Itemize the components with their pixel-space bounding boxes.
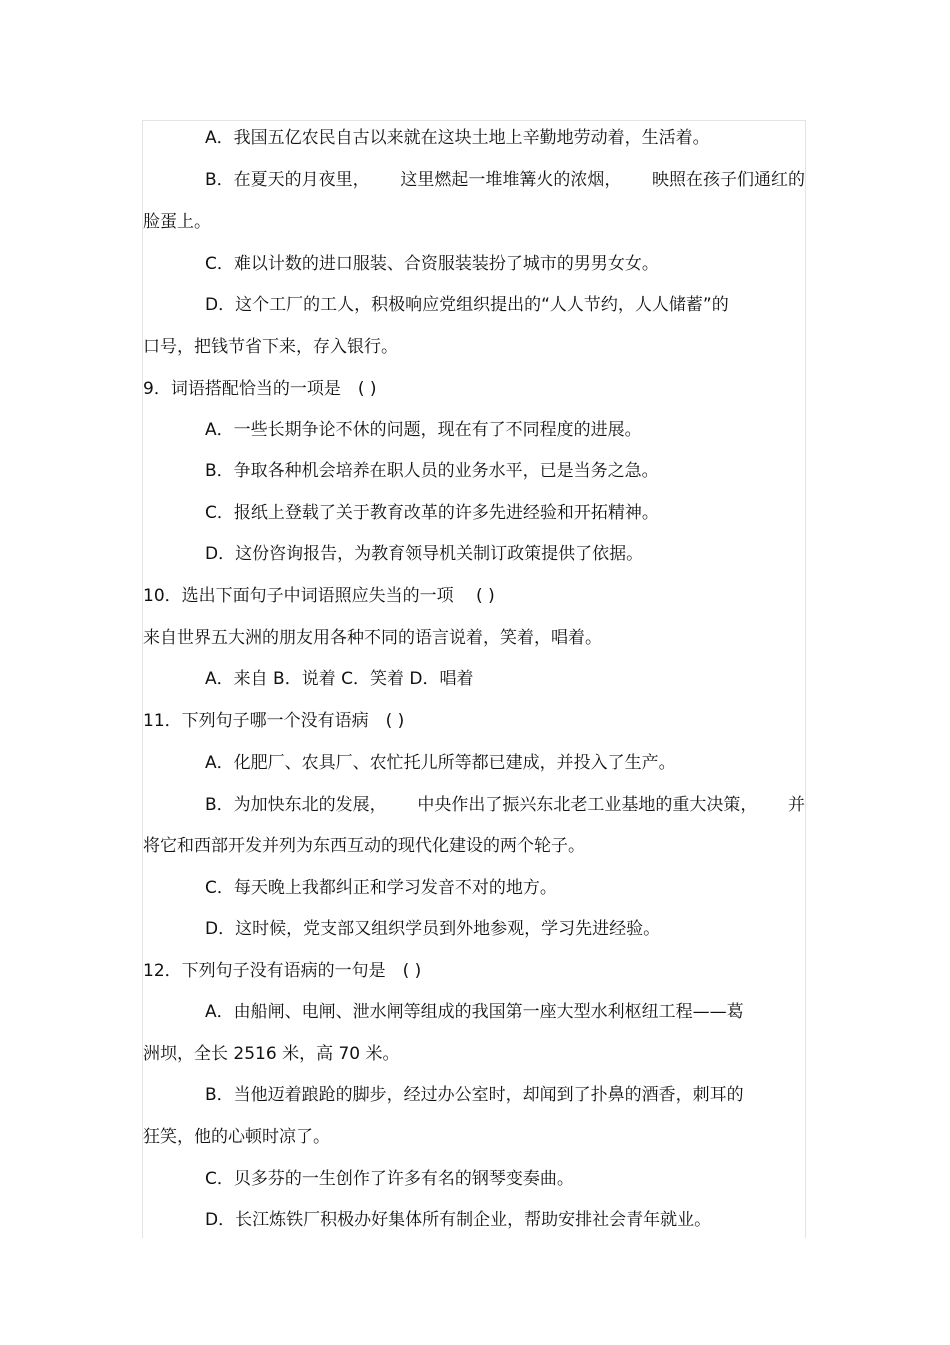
q11-option-b-part-1: B．为加快东北的发展， — [205, 795, 387, 815]
q11-option-b-cont: 将它和西部开发并列为东西互动的现代化建设的两个轮子。 — [143, 836, 585, 856]
q9-option-b: B．争取各种机会培养在职人员的业务水平，已是当务之急。 — [205, 461, 659, 481]
q11-option-b — [205, 793, 805, 817]
q8-option-b-cont: 脸蛋上。 — [143, 212, 211, 232]
q12-option-b-cont: 狂笑，他的心顿时凉了。 — [143, 1127, 330, 1147]
q8-option-d-cont: 口号，把钱节省下来，存入银行。 — [143, 337, 398, 357]
q11-option-b-part-3: 并 — [787, 795, 805, 815]
q9-option-c: C．报纸上登载了关于教育改革的许多先进经验和开拓精神。 — [205, 503, 659, 523]
q8-option-d: D．这个工厂的工人，积极响应党组织提出的“人人节约，人人储蓄”的 — [205, 295, 729, 315]
q8-option-b — [205, 168, 805, 192]
q12-question: 12．下列句子没有语病的一句是 ( ) — [143, 961, 422, 981]
q12-option-a: A．由船闸、电闸、泄水闸等组成的我国第一座大型水利枢纽工程——葛 — [205, 1002, 744, 1022]
q11-option-a: A．化肥厂、农具厂、农忙托儿所等都已建成，并投入了生产。 — [205, 753, 676, 773]
q12-option-d: D．长江炼铁厂积极办好集体所有制企业，帮助安排社会青年就业。 — [205, 1210, 712, 1230]
q12-option-c: C．贝多芬的一生创作了许多有名的钢琴变奏曲。 — [205, 1169, 574, 1189]
q8-option-c: C．难以计数的进口服装、合资服装装扮了城市的男男女女。 — [205, 254, 659, 274]
q8-option-a: A．我国五亿农民自古以来就在这块土地上辛勤地劳动着，生活着。 — [205, 128, 710, 148]
q9-option-a: A．一些长期争论不休的问题，现在有了不同程度的进展。 — [205, 420, 642, 440]
q12-option-b: B．当他迈着踉跄的脚步，经过办公室时，却闻到了扑鼻的酒香，刺耳的 — [205, 1085, 744, 1105]
q9-question: 9．词语搭配恰当的一项是 ( ) — [143, 379, 377, 399]
q11-option-c: C．每天晚上我都纠正和学习发音不对的地方。 — [205, 878, 557, 898]
q8-option-b-part-3: 映照在孩子们通红的 — [651, 170, 805, 190]
q11-option-d: D．这时候，党支部又组织学员到外地参观，学习先进经验。 — [205, 919, 661, 939]
q12-option-a-cont: 洲坝，全长 2516 米，高 70 米。 — [143, 1044, 400, 1064]
q8-option-b-part-2: 这里燃起一堆堆篝火的浓烟， — [400, 170, 622, 190]
q10-sentence: 来自世界五大洲的朋友用各种不同的语言说着，笑着，唱着。 — [143, 628, 602, 648]
q10-options: A．来自 B．说着 C．笑着 D．唱着 — [205, 669, 474, 689]
q10-question: 10．选出下面句子中词语照应失当的一项 ( ) — [143, 586, 495, 606]
q11-question: 11．下列句子哪一个没有语病 ( ) — [143, 711, 405, 731]
q9-option-d: D．这份咨询报告，为教育领导机关制订政策提供了依据。 — [205, 544, 644, 564]
q11-option-b-part-2: 中央作出了振兴东北老工业基地的重大决策， — [417, 795, 758, 815]
q8-option-b-part-1: B．在夏天的月夜里， — [205, 170, 370, 190]
